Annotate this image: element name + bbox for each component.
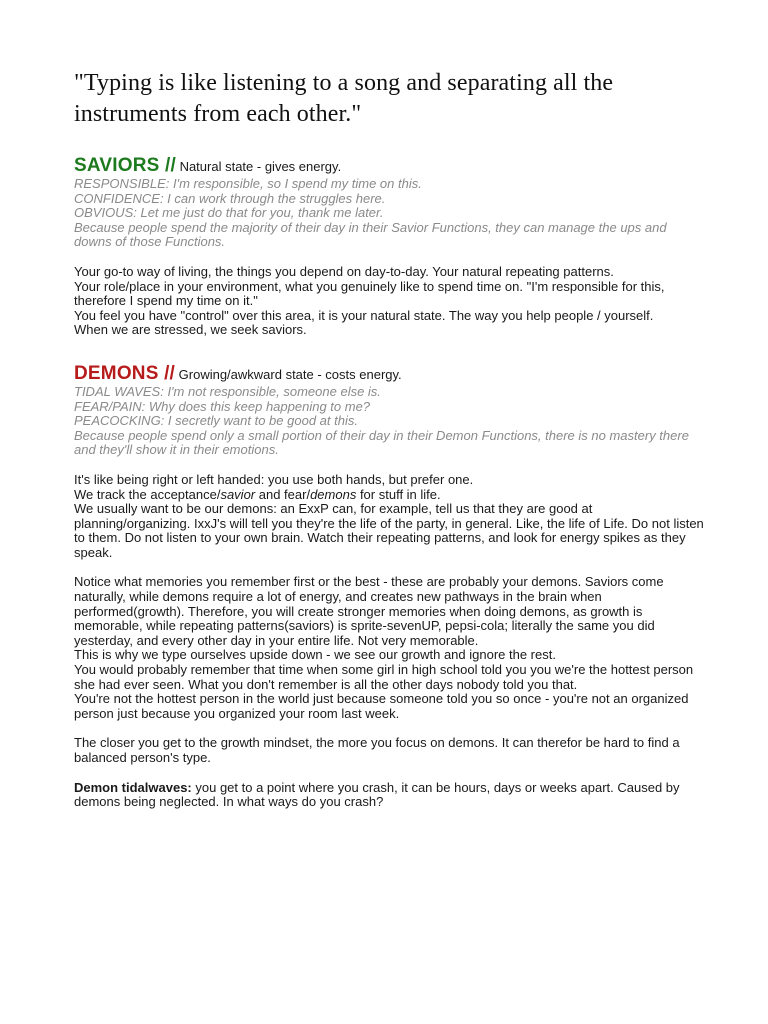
demons-growth-mindset-paragraph: The closer you get to the growth mindset, the more you focus on demons. It can therefor be hard to find a balanced person's type.	[74, 735, 680, 765]
saviors-responsible-line: RESPONSIBLE: I'm responsible, so I spend my time on this.	[74, 176, 422, 191]
saviors-body-line: Your go-to way of living, the things you depend on day-to-day. Your natural repeating patterns.	[74, 263, 614, 279]
demons-peacocking-line: PEACOCKING: I secretly want to be good at this.	[74, 413, 358, 429]
saviors-body-line: Your role/place in your environment, what you genuinely like to spend time on. "I'm responsible for this, therefore I spend my time on it."	[74, 278, 665, 309]
saviors-heading	[74, 157, 704, 176]
demons-fear-pain-line: FEAR/PAIN: Why does this keep happening to me?	[74, 398, 371, 414]
page-quote: "Typing is like listening to a song and separating all the instruments from each other."	[74, 70, 614, 127]
demons-handed-line: It's like being right or left handed: you use both hands, but prefer one.	[74, 471, 474, 487]
saviors-because-line: Because people spend the majority of their day in their Savior Functions, they can manage the ups and downs of those Functions.	[74, 219, 667, 250]
saviors-obvious-line: OBVIOUS: Let me just do that for you, thank me later.	[74, 205, 384, 221]
demons-because-line: Because people spend only a small portion of their day in their Demon Functions, there is no mastery there and they'll show it in their emotions.	[74, 427, 689, 458]
saviors-title: SAVIORS //	[74, 155, 176, 176]
demons-want-line: We usually want to be our demons: an ExxP can, for example, tell us that they are good at planning/organizing. IxxJ's will tell you they're the life of the party, in general. Like, the life of Life. Do not listen to them. Do not listen to your own brain. Watch their repeating patterns, and look for energy spikes as they speak.	[74, 501, 704, 560]
demons-tidalwaves-label: Demon tidalwaves:	[74, 779, 192, 795]
demons-tidalwaves-paragraph	[74, 781, 704, 810]
demons-upside-down-line: This is why we type ourselves upside down - we see our growth and ignore the rest.	[74, 647, 556, 663]
demons-tidal-waves-line: TIDAL WAVES: I'm not responsible, someone else is.	[74, 383, 381, 399]
demons-high-school-line: You would probably remember that time when some girl in high school told you you we're the hottest person she had ever seen. What you don't remember is all the other days nobody told you that.	[74, 662, 694, 692]
demons-tidalwaves-text: you get to a point where you crash, it can be hours, days or weeks apart. Caused by demons being neglected. In what ways do you crash?	[74, 779, 680, 810]
demons-track-line: We track the acceptance/savior and fear/demons for stuff in life.	[74, 486, 441, 502]
demons-hottest-line: You're not the hottest person in the world just because someone told you so once - you're not an organized person just because you organized your room last week.	[74, 691, 689, 721]
demons-subtitle: Growing/awkward state - costs energy.	[175, 366, 402, 382]
saviors-body-line: When we are stressed, we seek saviors.	[74, 322, 307, 338]
demons-memories-paragraph: Notice what memories you remember first or the best - these are probably your demons. Saviors come naturally, while demons require a lot of energy, and creates new pathways in the brain when performed(growth). Therefore, you will create stronger memories when doing demons, as growth is memorable, while repeating patterns(saviors) is sprite-sevenUP, pepsi-cola; literally the same you did yesterday, and every other day in your entire life. Not very memorable.	[74, 574, 664, 648]
saviors-body-line: You feel you have "control" over this area, it is your natural state. The way you help people / yourself.	[74, 307, 654, 323]
demons-heading	[74, 362, 704, 384]
saviors-confidence-line: CONFIDENCE: I can work through the struggles here.	[74, 190, 386, 206]
document-body	[74, 68, 704, 810]
demons-title: DEMONS //	[74, 362, 176, 384]
saviors-subtitle: Natural state - gives energy.	[175, 159, 342, 174]
